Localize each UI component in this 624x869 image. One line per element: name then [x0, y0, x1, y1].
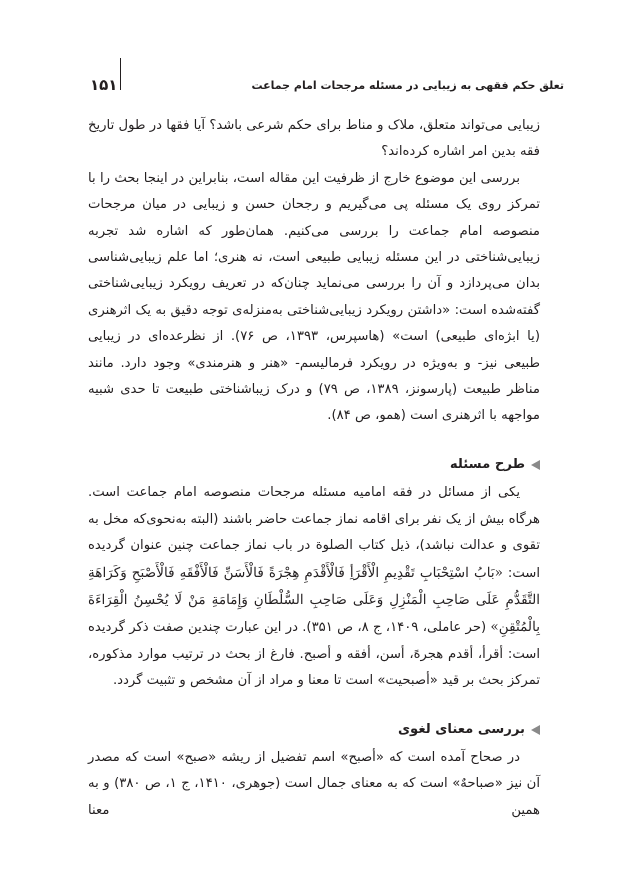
page-header — [90, 72, 564, 98]
triangle-bullet-icon — [531, 725, 540, 735]
page-number: ۱۵۱ — [90, 76, 118, 94]
problem-text-before-quote: یکی از مسائل در فقه امامیه مسئله مرجحات منصوصه امام جماعت است. هرگاه بیش از یک نفر برای اقامه نماز جماعت حاضر باشند (البته به‌نحوی‌که مخل به تقوی و عدالت نباشد)، ذیل کتاب الصلوة در باب نماز جماعت چنین عنوان گردیده است: — [88, 485, 540, 581]
triangle-bullet-icon — [531, 460, 540, 470]
problem-paragraph — [88, 480, 540, 694]
section-heading-lexical-label: بررسی معنای لغوی — [397, 721, 525, 737]
intro-paragraph-2: بررسی این موضوع خارج از ظرفیت این مقاله است، بنابراین در اینجا بحث را با تمرکز روی یک مسئله پی می‌گیریم و رجحان حسن و زیبایی در میان مرجحات منصوصه امام جماعت را بررسی می‌کنیم. همان‌طور که اشاره شد تجربه زیبایی‌شناختی در این مسئله زیبایی طبیعی است، نه هنری؛ اما علم زیبایی‌شناسی بدان می‌پردازد و آن را بررسی می‌نماید چنان‌که در تعریف رویکرد زیبایی‌شناختی گفته‌شده است: «داشتن رویکرد زیبایی‌شناختی به‌منزله‌ی توجه دقیق به یک اثرهنری (یا ابژه‌ای طبیعی) است» (هاسپرس، ۱۳۹۳، ص ۷۶). از نظرعده‌ای در زیبایی طبیعی نیز- و به‌ویژه در رویکرد فرمالیسم- «هنر و هنرمندی» وجود دارد. مانند مناظر طبیعت (پارسونز، ۱۳۸۹، ص ۷۹) و درک زیباشناختی طبیعت تا حدی شبیه مواجهه با اثرهنری است (همو، ص ۸۴). — [88, 170, 540, 424]
hadith-quote: «بَابُ اسْتِحْبَابِ تَقْدِيمِ الْأَقْرَأِ فَالْأَقْدَمِ هِجْرَةً فَالْأَسَنِّ فَالْأَفْقَهِ فَالْأَصْبَحِ وَكَرَاهَةِ التَّقَدُّمِ عَلَى صَاحِبِ الْمَنْزِلِ وَعَلَى صَاحِبِ السُّلْطَانِ وَإِمَامَةِ مَنْ لَا يُحْسِنُ الْقِرَاءَةَ بِالْمُتْقِنِ» — [88, 564, 540, 636]
running-title: تعلق حکم فقهی به زیبایی در مسئله مرجحات امام جماعت — [251, 78, 564, 92]
lexical-paragraph: در صحاح آمده است که «أصبح» اسم تفضیل از ریشه «صبح» است که مصدر آن نیز «صباحهٌ» است که به معنای جمال است (جوهری، ۱۴۱۰، ج ۱، ص ۳۸۰) و به همین معنا — [88, 749, 541, 818]
section-heading-problem-label: طرح مسئله — [449, 456, 525, 472]
problem-text-after-quote: (حر عاملی، ۱۴۰۹، ج ۸، ص ۳۵۱). در این عبارت چندین صفت ذکر گردیده است: أقرأ، أقدم هجرهً، أسن، أفقه و أصبح. فارغ از بحث در ترتیب موارد مذکوره، تمرکز بحث بر قید «أصبحیت» است تا معنا و مراد از آن مشخص و تثبیت گردد. — [88, 620, 540, 689]
intro-paragraph-1: زیبایی می‌تواند متعلق، ملاک و مناط برای حکم شرعی باشد؟ آیا فقها در طول تاریخ فقه بدین امر اشاره کرده‌اند؟ — [88, 118, 540, 160]
section-heading-problem — [88, 452, 540, 478]
body-text — [88, 113, 540, 824]
section-heading-lexical — [88, 717, 540, 743]
